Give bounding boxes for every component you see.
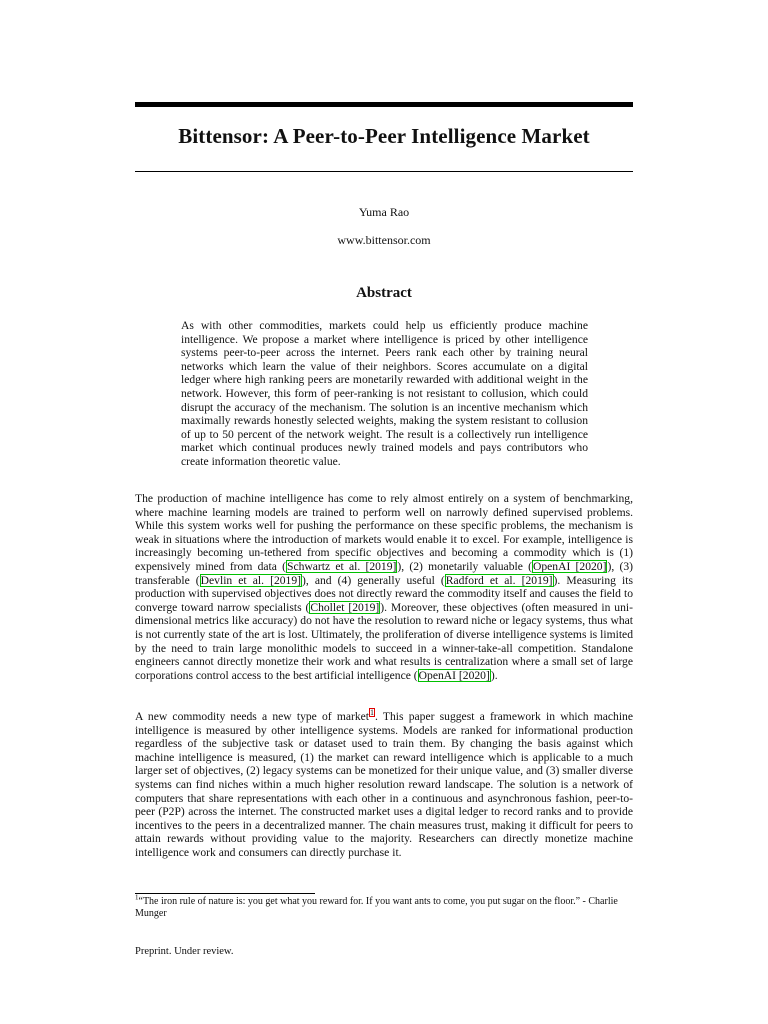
text-run: ), (3) transferable ( xyxy=(135,559,633,587)
citation-link[interactable]: Schwartz et al. [2019] xyxy=(287,559,397,573)
footnote xyxy=(135,893,633,920)
abstract-heading: Abstract xyxy=(356,285,412,301)
citation-link[interactable]: Radford et al. [2019] xyxy=(445,573,553,587)
text-run: The production of machine intelligence has come to rely almost entirely on a system of benchmarking, where machine learning models are trained to perform well on narrowly defined supervised problems. While this system works well for pushing the performance on these specific problems, the mechanism is weak in situations where the introduction of markets would enable it to excel. For example, intelligence is increasingly becoming un-tethered from specific objectives and becoming a commodity which is (1) expensively mined from data ( xyxy=(135,492,633,573)
text-run: ). xyxy=(490,668,498,682)
citation-link[interactable]: OpenAI [2020] xyxy=(418,668,490,682)
body-paragraph-1 xyxy=(135,492,633,682)
text-run: ). Moreover, these objectives (often measured in uni-dimensional metrics like accuracy) do not have the resolution to reward niche or legacy systems, thus what is not currently state of the art is lost. Ultimately, the proliferation of diverse intelligence systems is limited by the need to train large monolithic models to succeed in a winner-take-all competition. Standalone engineers cannot directly monetize their work and what results is centralization where a small set of large corporations control access to the best artificial intelligence ( xyxy=(135,600,633,682)
author-name: Yuma Rao xyxy=(358,205,410,219)
footnote-reference-link[interactable]: 1 xyxy=(370,708,375,718)
paper-title: Bittensor: A Peer-to-Peer Intelligence Market xyxy=(178,124,590,148)
footnote-mark: 1 xyxy=(135,893,139,902)
citation-link[interactable]: Chollet [2019] xyxy=(310,600,380,614)
preprint-notice: Preprint. Under review. xyxy=(135,946,234,957)
abstract-text: As with other commodities, markets could help us efficiently produce machine intelligence. We propose a market where intelligence is priced by other intelligence systems peer-to-peer across the internet. Peers rank each other by training neural networks which learn the value of their neighbors. Scores accumulate on a digital ledger where high ranking peers are monetarily rewarded with additional weight in the network. However, this form of peer-ranking is not resistant to collusion, which could disrupt the accuracy of the mechanism. The solution is an incentive mechanism which maximally rewards honestly selected weights, making the system resistant to collusion of up to 50 percent of the network weight. The result is a collectively run intelligence market which continual produces newly trained models and pays contributors who create information theoretic value. xyxy=(181,319,588,468)
text-run: A new commodity needs a new type of market xyxy=(135,710,370,723)
text-run: ), (2) monetarily valuable ( xyxy=(397,559,532,573)
text-run: ). Measuring its production with supervised objectives does not directly reward the commodity itself and causes the field to converge toward narrow specialists ( xyxy=(135,573,633,614)
body-paragraph-2 xyxy=(135,710,633,860)
citation-link[interactable]: Devlin et al. [2019] xyxy=(200,573,302,587)
footnote-text: “The iron rule of nature is: you get what you reward for. If you want ants to come, you put sugar on the floor.” - Charlie Munger xyxy=(135,896,618,919)
citation-link[interactable]: OpenAI [2020] xyxy=(532,559,607,573)
footnote-rule xyxy=(135,893,315,894)
author-website: www.bittensor.com xyxy=(337,233,431,247)
text-run: ), and (4) generally useful ( xyxy=(302,573,445,587)
title-top-rule xyxy=(135,102,633,107)
title-bottom-rule xyxy=(135,171,633,172)
text-run: . This paper suggest a framework in which machine intelligence is measured by other intelligence systems. Models are ranked for informational production regardless of the subjective task or dataset used to train them. By changing the basis against which machine intelligence is measured, (1) the market can reward intelligence which is applicable to a much larger set of objectives, (2) legacy systems can be monetized for their unique value, and (3) smaller diverse systems can find niches within a much higher resolution reward landscape. The solution is a network of computers that share representations with each other in a continuous and asynchronous fashion, peer-to-peer (P2P) across the internet. The constructed market uses a digital ledger to record ranks and to provide incentives to the peers in a decentralized manner. The chain measures trust, making it difficult for peers to attain rewards without providing value to the majority. Researchers can directly monetize machine intelligence work and consumers can directly purchase it. xyxy=(135,710,633,859)
